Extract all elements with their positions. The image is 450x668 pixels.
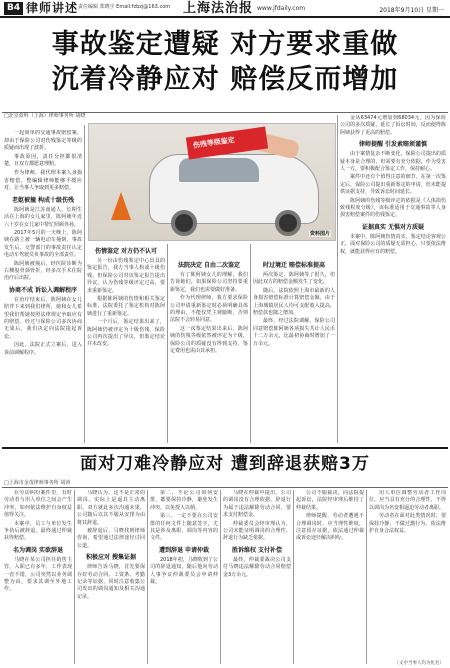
lead-paragraph: 事故原因，责任分担都很清楚，且双方都愿意理赔。 xyxy=(4,153,82,168)
paragraph: 陈阿姨是江苏南通人，长期生活在上海的女儿家里，陈阿姨年近六十岁在女儿家中帮忙照顾外孙。 xyxy=(4,206,82,228)
paragraph: 本案中，员工与单位发生争执后被辞退，最终通过仲裁获得赔偿。 xyxy=(4,520,72,542)
paragraph: 用人单位调整劳动者工作岗位，应当具有充分的合理性，不得以调岗为名变相逼迫劳动者离职。 xyxy=(369,490,446,511)
paragraph: 第三，一定不要在公司安排的任何文件上随意签字，尤其是涉及离职、调岗等内容的文件。 xyxy=(150,513,218,542)
paragraph: 被辞退后，马晓找到律师咨询，希望通过法律途径讨回公道。 xyxy=(77,528,145,549)
story1-column-4 xyxy=(253,258,335,444)
paragraph: 作为代理律师，我方要求保险公司申请重新鉴定时必须明确具体的理由，不能仅凭主观臆断，否则法院不会轻易同意。 xyxy=(170,295,248,324)
paragraph: 最终，经过法院调解，保险公司同意赔偿陈阿姨各项损失共计人民币十二万余元，比最初协商时增加了一万余元。 xyxy=(253,318,335,347)
car-wheel-shape xyxy=(275,210,301,236)
paragraph: 在劳动纠纷案件里，有时劳动者与用人单位之间会产生冲突，如何依法维护自身权益值得关注。 xyxy=(4,490,72,519)
subheading: 协商不成 诉讼入调解程序 xyxy=(8,286,78,294)
issue-date: 2018年9月10日 星期一 xyxy=(379,7,444,14)
paragraph: 两次鉴定，陈阿姨等了很久，但因此双方的赔偿金额发生了变化。 xyxy=(253,272,335,286)
paper-url: www.jfdaily.com xyxy=(257,5,306,12)
paragraph: 2017年5月的一天晚上，陈阿姨在路上被一辆电动车撞倒，事故发生后，交警部门的事故责任认定电动车驾驶员负事故的全部责任。 xyxy=(4,229,82,259)
story1-column-3 xyxy=(170,258,248,444)
byline: □北京盈科（上海）律师事务所 胡晓 xyxy=(4,113,86,119)
page-badge: B4 xyxy=(4,2,23,15)
column-divider xyxy=(366,490,367,664)
byline-rule xyxy=(2,487,448,488)
subheading: 老妪被撞 构成十级伤残 xyxy=(11,196,75,204)
paragraph: 在治疗结束后，陈阿姨在女儿陪伴下来到我们律所，她和女儿希望我们帮她按照法律规定争取应有的赔偿。经过与保险公司多次协商无果后，我们决定向法院提起诉讼。 xyxy=(4,296,82,340)
editor-credits: 责任编辑 郑晓宇 Email:fzbzj@163.com xyxy=(78,4,171,10)
paragraph: 陈阿姨被撞后，经医院诊断为右侧股骨颈骨折，经多次手术住院治疗后出院。 xyxy=(4,260,82,282)
lead-paragraph: 作为律师，我代理本案人身损害赔偿，整编辑律师能够平缓应对，让当事人争取到更多赔偿。 xyxy=(4,169,82,192)
lead-paragraph: 一起简单的交通事故赔偿案，却由于保险公司对伤残鉴定等级的质疑而出现了波折。 xyxy=(4,130,82,152)
byline-2: □上海市金茂律师事务所 胡涛 xyxy=(4,480,71,486)
sign-text: 伤残等级鉴定 xyxy=(192,135,236,150)
subheading: 遭到辞退 申请仲裁 xyxy=(158,546,210,554)
story2-column-2 xyxy=(77,490,145,666)
paragraph: 公司不服裁决，向法院提起诉讼，法院经审理后维持了仲裁结果。 xyxy=(296,490,364,511)
photo-caption: 资料图片 xyxy=(309,231,330,237)
subheading: 证据真实 无惧对方质疑 xyxy=(361,223,425,231)
paragraph: 随后，法院依照上海市最新的人身损害赔偿标准计算赔偿金额，由于上海城镇居民人均可支配收入提高，赔偿款也随之增加。 xyxy=(253,287,335,317)
story1-column-5 xyxy=(340,115,446,445)
column-divider xyxy=(293,490,294,664)
subheading: 积极应对 搜集证据 xyxy=(85,554,137,562)
paragraph: 劳动者在面对此类情况时，要保持冷静，不做过激行为，依法维护自身合法权益。 xyxy=(369,513,446,535)
traffic-cone-shape xyxy=(111,192,131,220)
story2-column-1 xyxy=(4,490,72,666)
paragraph: 案件中还有个值得注意的细节，在第一次鉴定后，保险公司提出重新鉴定的申请，但未能提供证据支持，导致诉讼时间延长。 xyxy=(340,174,446,196)
story2-column-4 xyxy=(223,490,291,666)
headline-2: 面对刀难冷静应对 遭到辞退获赔3万 xyxy=(80,454,370,474)
paragraph: 最终，仲裁委裁决公司支付马晓违法解除劳动合同赔偿金3万余元。 xyxy=(223,556,291,578)
story-divider xyxy=(2,447,448,449)
subheading: 时过境迁 赔偿标准提高 xyxy=(262,262,326,269)
paragraph: 一个月后，鉴定结果出来了，陈阿姨仍被评定为十级伤残，保险公司再次提出了异议，但鉴定结论并未改变。 xyxy=(87,319,165,348)
paragraph: 马晓认为，这不是正常的调岗，实际上是逼其主动离职。双方就此多次沟通未果，公司随后以其不服从安排为由将其辞退。 xyxy=(77,490,145,526)
paragraph: 马晓在某公司担任销售主管，入职已有多年，工作表现一直不错，公司突然以业务调整为由，要求其调至外地工作。 xyxy=(4,556,72,593)
column-divider xyxy=(84,125,85,443)
paragraph: 这一次鉴定结果出来后，陈阿姨的伤残等级依然被评定为十级，保险公司的质疑没有得到支持，鉴定费用也需由其承担。 xyxy=(170,325,248,355)
story2-column-5 xyxy=(296,490,364,666)
paragraph: 律师提醒，劳动者遭遇不合理调岗时，应当理性维权，注意留存证据，依法通过仲裁或诉讼途径解决纠纷。 xyxy=(296,513,364,542)
paragraph: 2018年初，马晓收到了公司的辞退通知，随后他向劳动人事争议仲裁委员会申请仲裁。 xyxy=(150,556,218,586)
paragraph: 陈阿姨的伤残等级评定的依据是《人体损伤致残程度分级》，该标准适用于交通事故等人身损害赔偿案件的伤残鉴定。 xyxy=(340,197,446,219)
story2-column-3 xyxy=(150,490,218,666)
column-divider xyxy=(250,244,251,443)
paragraph: 金从63474元增加到68034元，因为保险公司的多次质疑，延长了诉讼时间，反而使得陈阿姨获得了更高的赔偿。 xyxy=(340,115,446,136)
headline-line-1: 事故鉴定遭疑 对方要求重做 xyxy=(51,29,399,60)
headline-line-2: 沉着冷静应对 赔偿反而增加 xyxy=(51,64,399,95)
paragraph: 仲裁委员会经审理认为，公司未能证明调岗的合理性，辞退行为缺乏依据。 xyxy=(223,520,291,542)
article-photo xyxy=(88,123,336,241)
paragraph: 因此，法院正式立案后，进入诉前调解程序。 xyxy=(4,342,82,356)
column-divider xyxy=(337,115,338,443)
car-window-shape xyxy=(179,158,259,182)
paragraph: 第二，不论公司如何安排，都要保持冷静，避免发生冲突，以免授人以柄。 xyxy=(150,490,218,511)
paragraph: 有了陈阿姨女儿的理解，我们告诉她们，如果保险公司坚持要重新鉴定，我们也需要做好准备。 xyxy=(170,272,248,293)
paragraph: 本案中，陈阿姨伤情真实，鉴定结论客观公正，面对保险公司的质疑无需担心，只要依法维权，就能获得应有的赔偿。 xyxy=(340,233,446,255)
subheading: 胜诉维权 支付补偿 xyxy=(231,546,283,554)
subheading: 律师提醒 引发索赔须谨慎 xyxy=(358,141,428,149)
subheading: 伤情鉴定 对方仍不认可 xyxy=(94,248,158,255)
section-title: 律师讲述 xyxy=(26,1,79,15)
story2-column-6 xyxy=(369,490,446,666)
column-divider xyxy=(167,244,168,443)
paragraph: 马晓在仲裁中提出，公司的调岗没有合理依据，辞退行为属于违法解除劳动合同，要求支付赔偿金。 xyxy=(223,490,291,519)
paper-logo: 上海法治报 xyxy=(183,1,254,16)
column-divider xyxy=(220,490,221,664)
masthead xyxy=(0,0,450,18)
column-divider xyxy=(74,490,75,664)
paragraph: 根据陈阿姨的伤情和相关鉴定标准，法院委托了鉴定机构对陈阿姨进行了重新鉴定。 xyxy=(87,296,165,317)
story1-column-2 xyxy=(87,244,165,444)
subheading: 名为调岗 实欲辞退 xyxy=(12,546,64,554)
paragraph: 由于案情复杂不断变化，保险公司提出的质疑本身是合理的，但需要有充分依据。作为受害人一方，要积极配合鉴定工作，保持耐心。 xyxy=(340,151,446,173)
story1-column-1 xyxy=(4,130,82,444)
column-divider xyxy=(147,490,148,664)
paragraph: 另一份由伤残鉴定中心出具的鉴定报告，我方当事人构成十级伤残。但保险公司对该鉴定报告提出异议，认为伤残等级评定过高，要求重新鉴定。 xyxy=(87,258,165,294)
car-wheel-shape xyxy=(171,210,197,236)
paragraph: 律师告诉马晓，首先要保存好劳动合同、工资条、考勤记录等证据，同时注意收集公司发出的调岗通知及相关沟通记录。 xyxy=(77,564,145,600)
footer-note: （文中当事人均为化名） xyxy=(394,661,444,666)
subheading: 法院决定 自由二次鉴定 xyxy=(177,262,241,269)
